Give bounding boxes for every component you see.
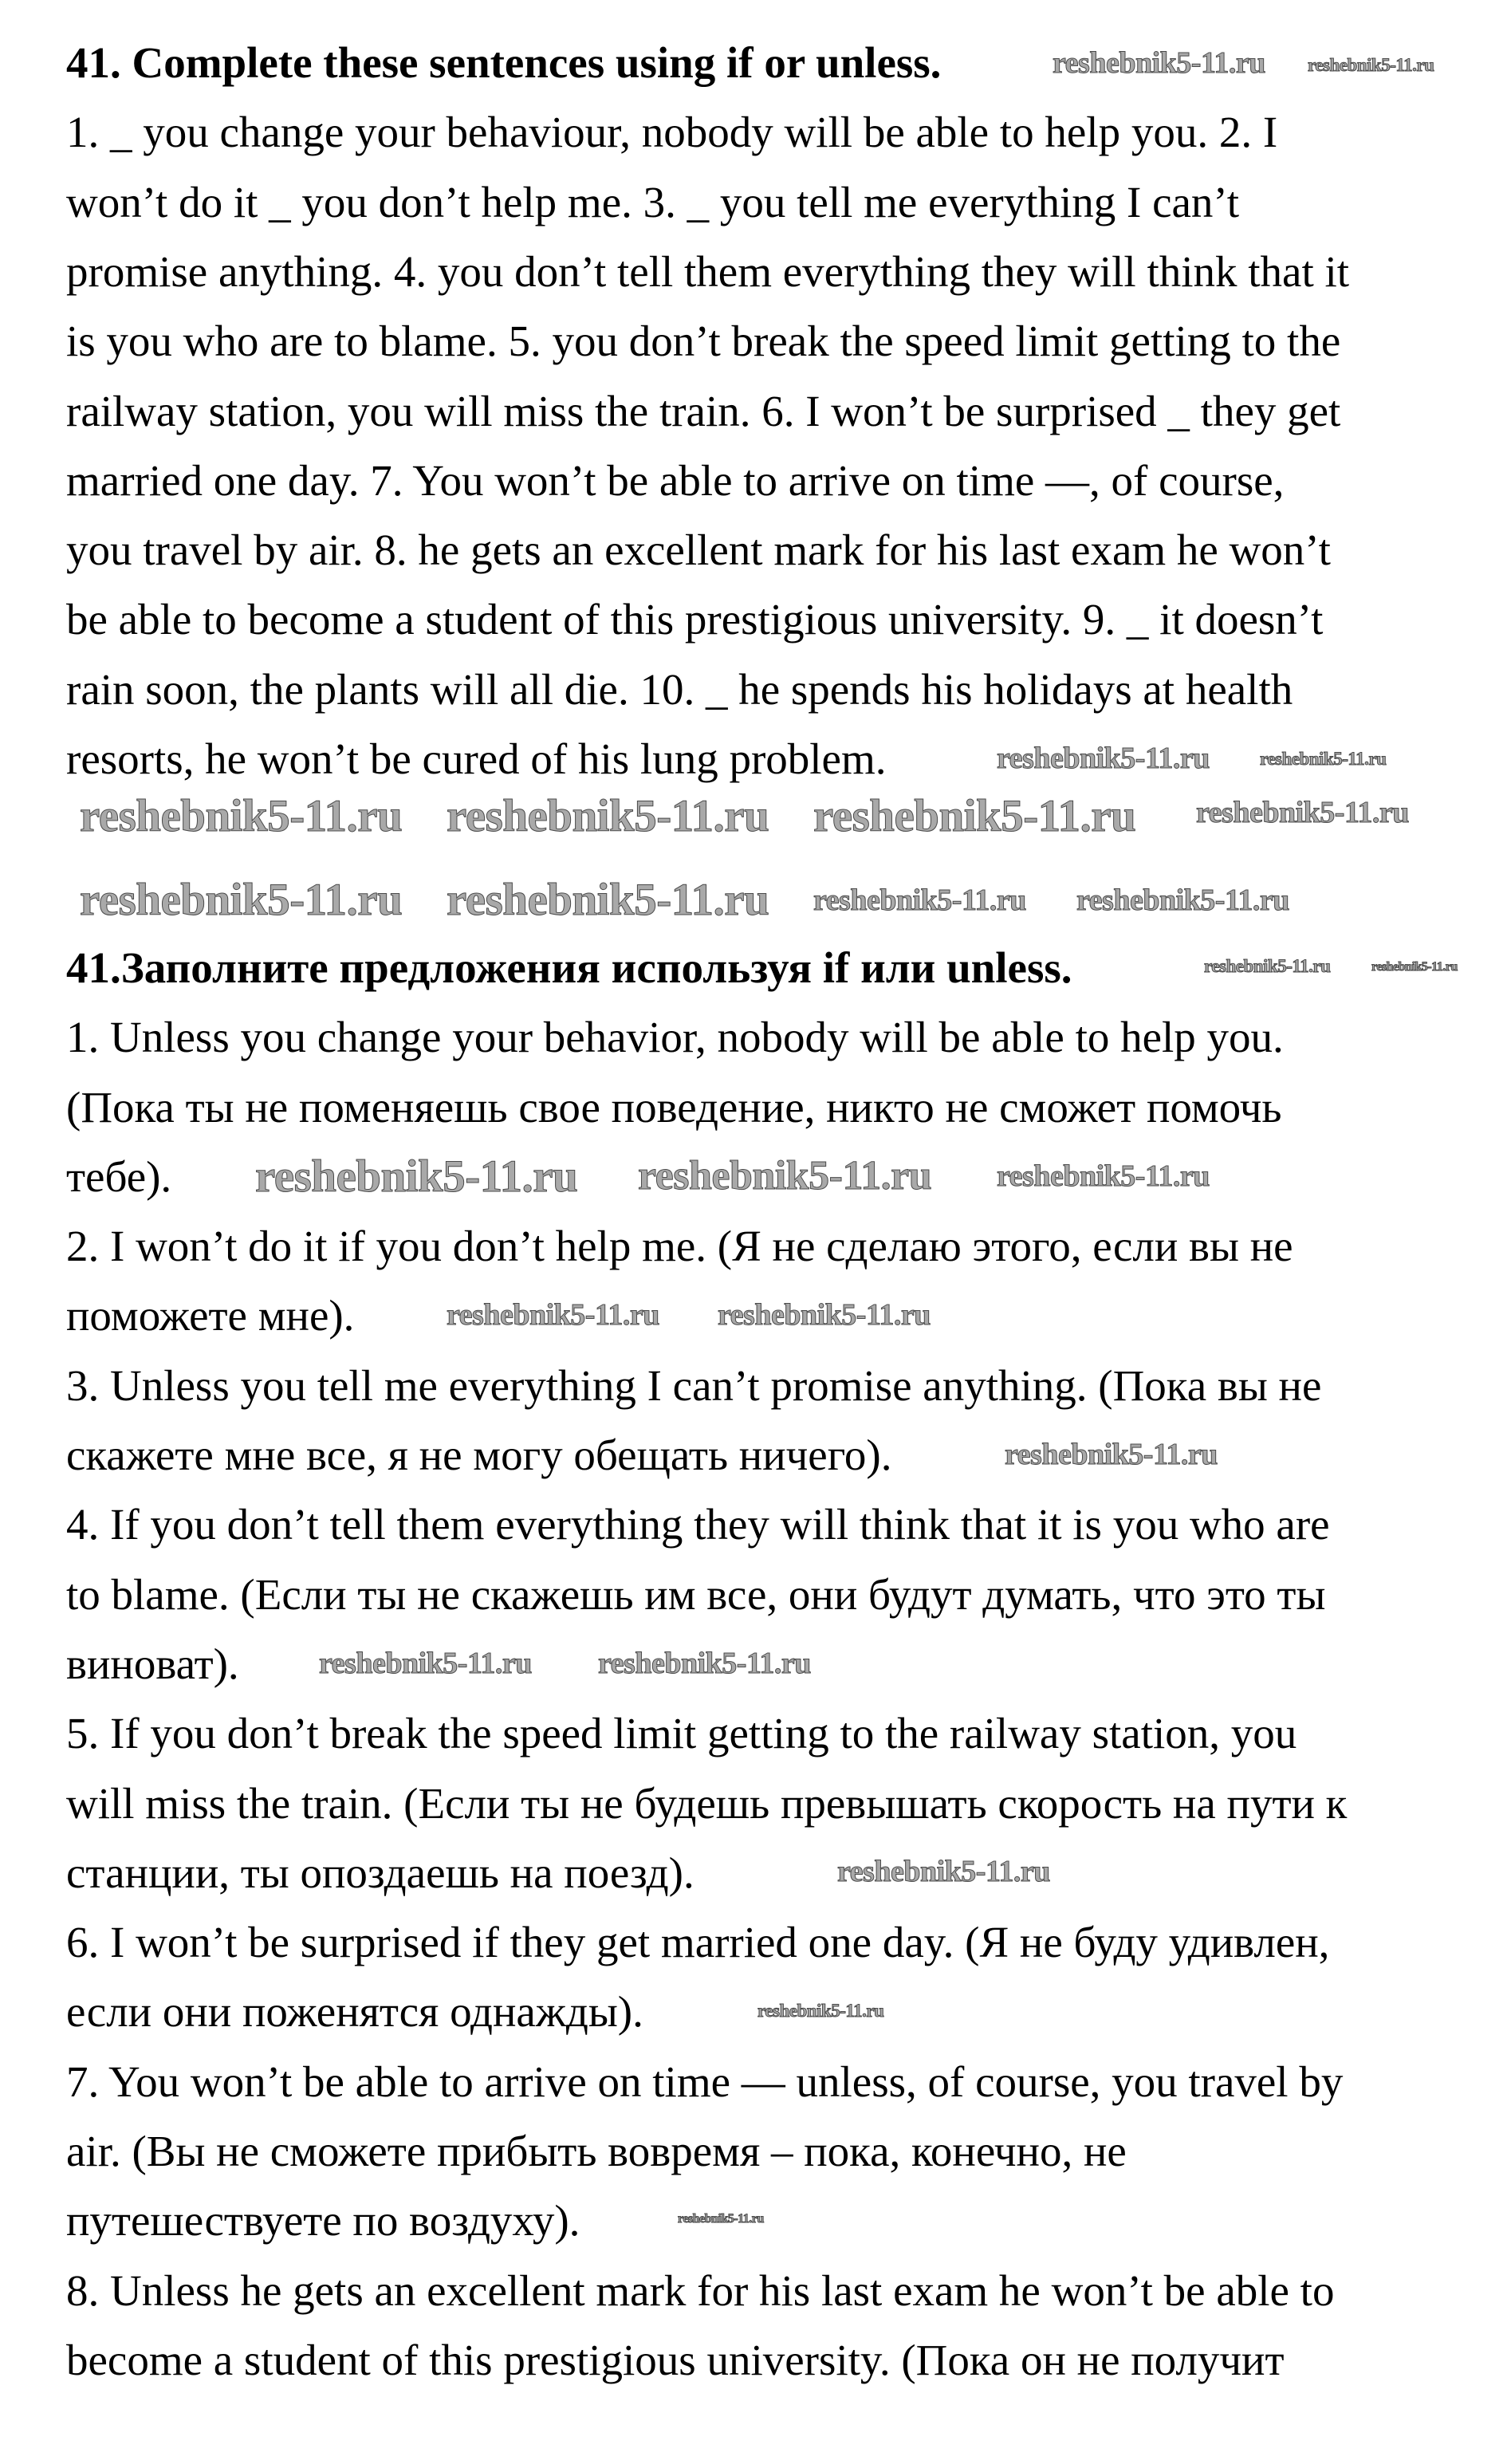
watermark: reshebnik5-11.ru — [813, 884, 1026, 917]
watermark: reshebnik5-11.ru — [447, 1298, 659, 1332]
text-line: 1. Unless you change your behavior, nobody will be able to help you. — [66, 1013, 1284, 1062]
watermark: reshebnik5-11.ru — [1204, 956, 1331, 976]
text-line: won’t do it _ you don’t help me. 3. _ you tell me everything I can’t — [66, 177, 1240, 226]
text-line: 3. Unless you tell me everything I can’t promise anything. (Пока вы не — [66, 1360, 1322, 1410]
watermark: reshebnik5-11.ru — [837, 1855, 1050, 1888]
text-line: (Пока ты не поменяешь свое поведение, никто не сможет помочь — [66, 1082, 1282, 1132]
text-line: become a student of this prestigious university. (Пока он не получит — [66, 2335, 1285, 2384]
text-line: тебе). — [66, 1151, 172, 1201]
text-line: railway station, you will miss the train. 6. I won’t be surprised _ they get — [66, 386, 1341, 435]
text-line: станции, ты опоздаешь на поезд). — [66, 1848, 695, 1897]
watermark: reshebnik5-11.ru — [255, 1151, 578, 1202]
exercise-heading-russian: 41.Заполните предложения используя if или unless. — [66, 943, 1072, 992]
text-line: air. (Вы не сможете прибыть вовремя – пока, конечно, не — [66, 2127, 1127, 2175]
text-line: 2. I won’t do it if you don’t help me. (Я не сделаю этого, если вы не — [66, 1222, 1293, 1271]
watermark: reshebnik5-11.ru — [718, 1298, 931, 1332]
text-line: be able to become a student of this prestigious university. 9. _ it doesn’t — [66, 595, 1324, 644]
text-line: 6. I won’t be surprised if they get married one day. (Я не буду удивлен, — [66, 1918, 1330, 1967]
text-line: 5. If you don’t break the speed limit getting to the railway station, you — [66, 1709, 1297, 1758]
exercise-heading-english: 41. Complete these sentences using if or unless. — [66, 38, 942, 87]
watermark: reshebnik5-11.ru — [1371, 960, 1458, 974]
text-line: married one day. 7. You won’t be able to arrive on time —, of course, — [66, 455, 1285, 505]
watermark: reshebnik5-11.ru — [447, 875, 769, 925]
watermark: reshebnik5-11.ru — [1308, 55, 1434, 75]
text-line: you travel by air. 8. he gets an excellent mark for his last exam he won’t — [66, 525, 1331, 575]
text-line: 4. If you don’t tell them everything they will think that it is you who are — [66, 1500, 1330, 1549]
text-line: resorts, he won’t be cured of his lung problem. — [66, 734, 887, 783]
watermark: reshebnik5-11.ru — [1196, 796, 1409, 829]
text-line: поможете мне). — [66, 1291, 355, 1340]
text-line: is you who are to blame. 5. you don’t break the speed limit getting to the — [66, 317, 1341, 366]
watermark: reshebnik5-11.ru — [80, 791, 403, 841]
watermark: reshebnik5-11.ru — [1005, 1438, 1218, 1471]
watermark: reshebnik5-11.ru — [997, 742, 1210, 775]
text-line: 8. Unless he gets an excellent mark for his last exam he won’t be able to — [66, 2265, 1335, 2315]
text-line: виноват). — [66, 1639, 239, 1688]
text-line: путешествуете по воздуху). — [66, 2196, 580, 2246]
watermark: reshebnik5-11.ru — [598, 1647, 811, 1680]
watermark: reshebnik5-11.ru — [757, 2001, 884, 2021]
text-line: если они поженятся однажды). — [66, 1987, 643, 2037]
watermark: reshebnik5-11.ru — [1053, 46, 1265, 80]
watermark: reshebnik5-11.ru — [447, 791, 769, 841]
text-line: to blame. (Если ты не скажешь им все, они будут думать, что это ты — [66, 1569, 1326, 1619]
text-line: 7. You won’t be able to arrive on time — unless, of course, you travel by — [66, 2057, 1344, 2106]
watermark: reshebnik5-11.ru — [678, 2212, 764, 2226]
text-line: promise anything. 4. you don’t tell them everything they will think that it — [66, 246, 1350, 296]
watermark: reshebnik5-11.ru — [638, 1153, 932, 1199]
watermark: reshebnik5-11.ru — [1076, 884, 1289, 917]
watermark: reshebnik5-11.ru — [997, 1159, 1210, 1193]
watermark: reshebnik5-11.ru — [813, 791, 1136, 841]
watermark: reshebnik5-11.ru — [319, 1647, 532, 1680]
text-line: 1. _ you change your behaviour, nobody will be able to help you. 2. I — [66, 108, 1278, 157]
text-line: скажете мне все, я не могу обещать ничего). — [66, 1431, 892, 1479]
text-line: rain soon, the plants will all die. 10. _ he spends his holidays at health — [66, 664, 1293, 714]
watermark: reshebnik5-11.ru — [80, 875, 403, 925]
watermark: reshebnik5-11.ru — [1260, 749, 1387, 769]
text-line: will miss the train. (Если ты не будешь превышать скорость на пути к — [66, 1778, 1348, 1828]
